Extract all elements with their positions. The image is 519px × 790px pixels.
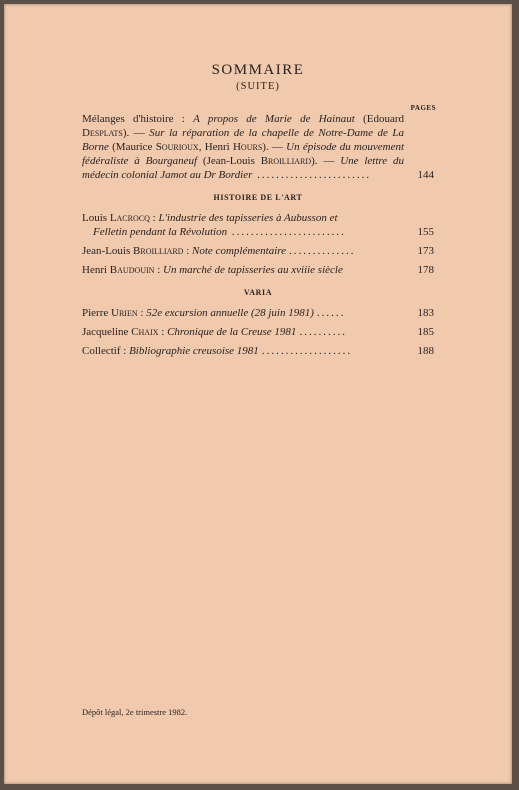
page-title: SOMMAIRE <box>211 62 305 78</box>
page-number: 185 <box>417 326 434 338</box>
legal-deposit-note: Dépôt légal, 2e trimestre 1982. <box>82 707 188 717</box>
toc-entry-text: Collectif : Bibliographie creusoise 1981 <box>82 345 259 357</box>
toc-entry-text: Jacqueline Chaix : Chronique de la Creuse 1981 <box>82 326 297 338</box>
section-heading-art: HISTOIRE DE L'ART <box>213 193 303 202</box>
toc-entry-text: Mélanges d'histoire : A propos de Marie de Hainaut (Edouard Desplats). — Sur la réparation de la chapelle de Notre-Dame de La Borne (Maurice Sourioux, Henri Hours). — Un épisode du mouvement fédéraliste à Bourganeuf (Jean-Louis Broilliard). — Une lettre du médecin colonial Jamot au Dr Bordier ........................ <box>82 113 405 181</box>
dot-leader: ...... <box>316 307 346 319</box>
page-number: 155 <box>417 226 434 238</box>
toc-entry-broilliard <box>82 244 434 258</box>
toc-entry-text: Jean-Louis Broilliard : Note complémentaire <box>82 245 287 257</box>
dot-leader: .............. <box>289 245 356 257</box>
toc-entry-melanges <box>82 112 434 182</box>
page <box>4 4 512 784</box>
table-of-contents <box>82 112 434 363</box>
toc-entry-text: Louis Lacrocq : L'industrie des tapisseries à Aubusson et Felletin pendant la Révolution ........................ <box>82 212 346 238</box>
page-number: 144 <box>417 169 434 181</box>
page-number: 173 <box>417 245 434 257</box>
page-subtitle: (SUITE) <box>236 81 280 92</box>
toc-entry-text: Henri Baudouin : Un marché de tapisseries au xviiie siècle <box>82 264 343 276</box>
pages-column-label: PAGES <box>410 104 436 112</box>
toc-entry-baudouin <box>82 263 434 277</box>
toc-entry-collectif <box>82 344 434 358</box>
page-number: 183 <box>417 307 434 319</box>
dot-leader: ................... <box>261 345 353 357</box>
page-number: 188 <box>417 345 434 357</box>
dot-leader: .......... <box>299 326 347 338</box>
page-number: 178 <box>417 264 434 276</box>
toc-entry-text: Pierre Urien : 52e excursion annuelle (28 juin 1981) <box>82 307 314 319</box>
toc-entry-lacrocq <box>82 211 434 239</box>
section-heading-varia: VARIA <box>243 288 273 297</box>
toc-entry-chaix <box>82 325 434 339</box>
toc-entry-urien <box>82 306 434 320</box>
